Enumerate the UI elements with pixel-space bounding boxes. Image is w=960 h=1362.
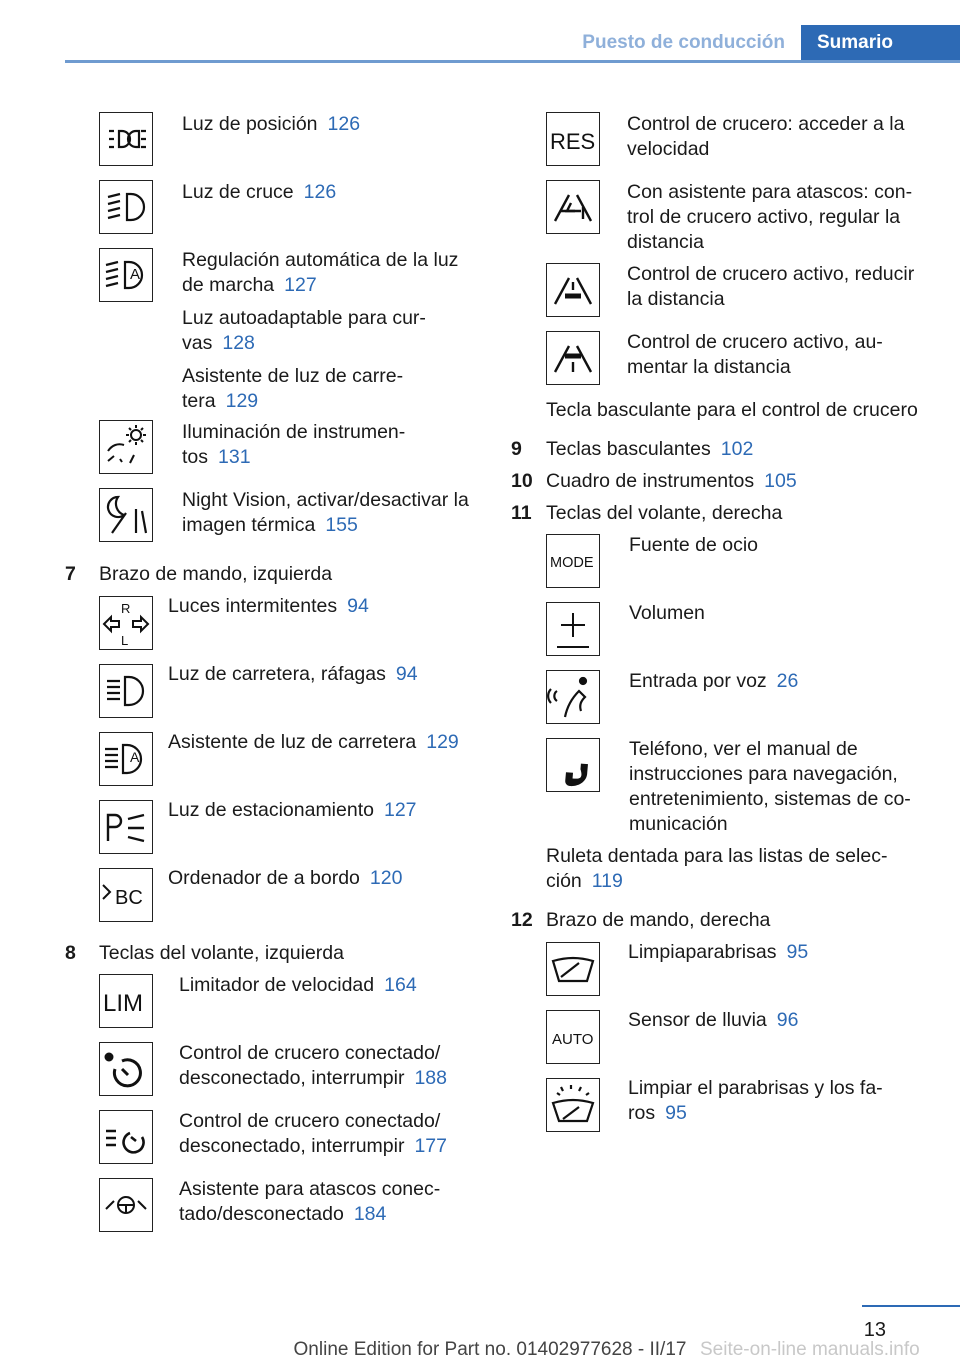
low-beam-icon bbox=[99, 180, 153, 234]
resume-icon bbox=[546, 112, 600, 166]
section-title: Brazo de mando, derecha bbox=[546, 909, 771, 931]
section-number: 10 bbox=[511, 470, 533, 492]
page-link[interactable]: 127 bbox=[284, 274, 317, 296]
list-item: Control de crucero: acceder a la velocidad bbox=[627, 113, 905, 160]
list-item: Control de crucero conectado/ desconectado, interrumpir 177 bbox=[179, 1110, 447, 1157]
turn-signal-icon bbox=[99, 596, 153, 650]
list-item: Control de crucero conectado/ desconectado, interrumpir 188 bbox=[179, 1042, 447, 1089]
section-title: Teclas basculantes 102 bbox=[546, 438, 754, 460]
list-item: Night Vision, activar/desactivar la imagen térmica 155 bbox=[182, 489, 469, 536]
board-computer-icon bbox=[99, 868, 153, 922]
list-item: Fuente de ocio bbox=[629, 534, 759, 556]
footer-divider bbox=[862, 1305, 960, 1307]
list-item: Volumen bbox=[629, 602, 705, 624]
page-link[interactable]: 120 bbox=[369, 867, 403, 889]
svg-text:LIM: LIM bbox=[103, 990, 144, 1017]
section-number: 8 bbox=[65, 942, 76, 964]
rocker-note: Tecla basculante para el control de crucero bbox=[546, 399, 918, 421]
page-link[interactable]: 155 bbox=[325, 514, 358, 536]
page-link[interactable]: 95 bbox=[665, 1102, 687, 1124]
page-link[interactable]: 126 bbox=[303, 181, 337, 203]
section-number: 9 bbox=[511, 438, 522, 460]
position-light-icon bbox=[99, 112, 153, 166]
list-item: Luz de carretera, ráfagas 94 bbox=[168, 663, 418, 685]
wiper-icon bbox=[546, 942, 600, 996]
jam-assist-distance-icon bbox=[546, 180, 600, 234]
high-beam-assist-icon bbox=[99, 732, 153, 786]
list-item: Asistente para atascos conec- tado/desconectado 184 bbox=[179, 1178, 441, 1225]
parking-light-icon bbox=[99, 800, 153, 854]
page-link[interactable]: 129 bbox=[426, 731, 459, 753]
thumbwheel-note: Ruleta dentada para las listas de selec- ción 119 bbox=[546, 845, 888, 892]
page-link[interactable]: 188 bbox=[414, 1067, 447, 1089]
list-item: Luz de posición 126 bbox=[182, 113, 361, 135]
list-item: Limpiar el parabrisas y los fa- ros 95 bbox=[628, 1077, 883, 1124]
svg-text:AUTO: AUTO bbox=[552, 1031, 594, 1048]
list-item: Luz de cruce 126 bbox=[182, 181, 337, 203]
page-link[interactable]: 127 bbox=[383, 799, 417, 821]
watermark: Seite-on-line manuals.info bbox=[700, 1339, 920, 1360]
page-link[interactable]: 131 bbox=[218, 446, 251, 468]
page-link[interactable]: 96 bbox=[776, 1009, 799, 1031]
page-link[interactable]: 164 bbox=[384, 974, 417, 996]
night-vision-icon bbox=[99, 488, 153, 542]
svg-text:BC: BC bbox=[115, 887, 143, 909]
header-section-link[interactable]: Puesto de conducción bbox=[582, 32, 785, 53]
high-beam-icon bbox=[99, 664, 153, 718]
section-number: 11 bbox=[511, 502, 532, 524]
edition-note: Online Edition for Part no. 01402977628 - II/17 bbox=[293, 1339, 687, 1360]
section-title: Teclas del volante, izquierda bbox=[99, 942, 344, 964]
svg-text:A: A bbox=[130, 266, 141, 283]
list-item: Entrada por voz 26 bbox=[629, 670, 799, 692]
page-link[interactable]: 119 bbox=[591, 870, 623, 892]
svg-text:MODE: MODE bbox=[550, 555, 594, 571]
page-link[interactable]: 177 bbox=[414, 1135, 447, 1157]
page-link[interactable]: 26 bbox=[776, 670, 799, 692]
washer-icon bbox=[546, 1078, 600, 1132]
voice-input-icon bbox=[546, 670, 600, 724]
page-header bbox=[65, 25, 960, 60]
header-divider bbox=[65, 60, 960, 63]
section-title: Brazo de mando, izquierda bbox=[99, 563, 333, 585]
page-link[interactable]: 105 bbox=[764, 470, 797, 492]
page-link[interactable]: 94 bbox=[347, 595, 369, 617]
header-tab-sumario[interactable]: Sumario bbox=[801, 25, 960, 60]
active-cruise-icon bbox=[99, 1110, 153, 1164]
page-number: 13 bbox=[863, 1319, 886, 1341]
page-link[interactable]: 102 bbox=[720, 438, 754, 460]
list-item: Regulación automática de la luz de marcha 127 Luz autoadaptable para cur- vas 128 Asistente de luz de carre- tera 129 bbox=[182, 249, 459, 412]
list-item: Asistente de luz de carretera 129 bbox=[168, 731, 459, 753]
section-title: Cuadro de instrumentos 105 bbox=[546, 470, 797, 492]
page-link[interactable]: 94 bbox=[395, 663, 418, 685]
list-item: Sensor de lluvia 96 bbox=[628, 1009, 799, 1031]
speed-limiter-icon bbox=[99, 974, 153, 1028]
list-item: Con asistente para atascos: con- trol de crucero activo, regular la distancia bbox=[627, 181, 913, 253]
section-title: Teclas del volante, derecha bbox=[546, 502, 783, 524]
list-item: Luces intermitentes 94 bbox=[168, 595, 369, 617]
page-link[interactable]: 126 bbox=[327, 113, 361, 135]
rain-sensor-icon bbox=[546, 1010, 600, 1064]
mode-icon bbox=[546, 534, 600, 588]
list-item: Limpiaparabrisas 95 bbox=[628, 941, 809, 963]
svg-text:L: L bbox=[121, 633, 129, 648]
svg-text:A: A bbox=[130, 749, 140, 765]
page-link[interactable]: 184 bbox=[353, 1203, 387, 1225]
cruise-control-icon bbox=[99, 1042, 153, 1096]
auto-headlight-icon bbox=[99, 248, 153, 302]
traffic-jam-assist-icon bbox=[99, 1178, 153, 1232]
list-item: Control de crucero activo, reducir la distancia bbox=[627, 263, 915, 310]
distance-reduce-icon bbox=[546, 263, 600, 317]
list-item: Limitador de velocidad 164 bbox=[179, 974, 417, 996]
svg-text:R: R bbox=[121, 601, 131, 616]
svg-text:RES: RES bbox=[550, 129, 596, 154]
section-number: 7 bbox=[65, 563, 76, 585]
page-link[interactable]: 95 bbox=[786, 941, 809, 963]
list-item: Ordenador de a bordo 120 bbox=[168, 867, 403, 889]
list-item: Teléfono, ver el manual de instrucciones para navegación, entretenimiento, sistemas de co- municación bbox=[629, 738, 911, 835]
distance-increase-icon bbox=[546, 331, 600, 385]
list-item: Control de crucero activo, au- mentar la distancia bbox=[627, 331, 883, 378]
page-link[interactable]: 129 bbox=[225, 390, 259, 412]
instrument-lighting-icon bbox=[99, 420, 153, 474]
list-item: Luz de estacionamiento 127 bbox=[168, 799, 417, 821]
phone-icon bbox=[546, 738, 600, 792]
section-number: 12 bbox=[511, 909, 533, 931]
list-item: Iluminación de instrumen- tos 131 bbox=[182, 421, 406, 468]
volume-icon bbox=[546, 602, 600, 656]
page-link[interactable]: 128 bbox=[222, 332, 255, 354]
